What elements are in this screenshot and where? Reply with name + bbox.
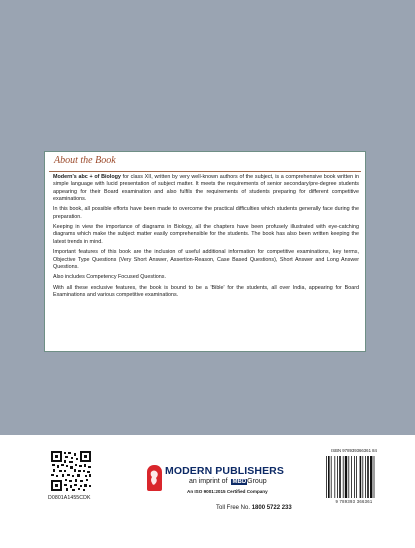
publisher-logo-icon	[147, 465, 162, 491]
qr-code	[50, 450, 92, 492]
isbn-barcode-block	[324, 448, 384, 506]
barcode-bar	[334, 456, 335, 498]
imprint-text: an imprint of	[189, 478, 228, 485]
imprint-suffix: Group	[247, 478, 267, 485]
toll-free-number: 1800 5722 233	[251, 505, 292, 511]
qr-code-graphic	[50, 450, 92, 492]
qr-code-id: D0801A1455CDK	[48, 495, 91, 501]
barcode-bar	[365, 456, 366, 498]
publisher-block	[147, 465, 297, 515]
barcode-bar	[343, 456, 344, 498]
about-paragraph-4: Important features of this book are the inclusion of useful additional information for competitive examinations, key terms, Objective Type Questions (Very Short Answer, Assertion-Reason, Case Based Questions), Short Answer and Long Answer Questions.	[53, 249, 359, 270]
barcode-bar	[345, 456, 347, 498]
about-title: About the Book	[54, 155, 116, 166]
about-paragraph-3: Keeping in view the importance of diagrams in Biology, all the chapters have been profusely illustrated with eye-catching diagrams which make the subject matter easily comprehensible for the students. The book has also been written keeping the latest trends in mind.	[53, 224, 359, 245]
barcode-bar	[354, 456, 355, 498]
mbd-logo: MBD	[232, 479, 247, 485]
barcode-bar	[370, 456, 372, 498]
about-body	[53, 174, 359, 303]
about-paragraph-5: Also includes Competency Focused Questions.	[53, 274, 166, 281]
toll-free	[216, 505, 292, 511]
about-paragraph-2: In this book, all possible efforts have been made to overcome the practical difficulties which students generally face during the preparation.	[53, 206, 359, 220]
about-the-book-box	[44, 151, 366, 352]
about-paragraph-6: With all these exclusive features, the book is bound to be a 'Bible' for the students, all over India, appearing for Board Examinations and various competitive examinations.	[53, 284, 359, 299]
isbn-digits: 9 789393 366361	[335, 499, 373, 504]
barcode-bar	[328, 456, 330, 498]
publisher-name: MODERN PUBLISHERS	[165, 465, 284, 477]
barcode-bar	[351, 456, 352, 498]
barcode-bar	[337, 456, 338, 498]
barcode-bar	[331, 456, 332, 498]
barcode-bar	[367, 456, 369, 498]
barcode-bar	[360, 456, 362, 498]
about-header	[49, 155, 361, 172]
iso-certification: An ISO 9001:2015 Certified Company	[187, 489, 268, 494]
barcode-bar	[362, 456, 363, 498]
barcode-bar	[348, 456, 349, 498]
about-paragraph-1	[53, 174, 359, 203]
about-paragraph-1-text: for class XII, written by very well-known authors of the subject, is a comprehensive book written in simple language with lucid presentation of subject matter. It meets the requirements of senior secondary/pre-degree students appearing for their Board examination and also fulfils the requirements of students preparing for different competitive examinations.	[53, 174, 359, 202]
barcode-bar	[339, 456, 341, 498]
publisher-imprint	[189, 478, 267, 485]
book-name: Modern's abc + of Biology	[53, 174, 121, 180]
barcode-bar	[326, 456, 327, 498]
barcode-bar	[374, 456, 375, 498]
barcode-bar	[356, 456, 357, 498]
toll-free-label: Toll Free No.	[216, 505, 251, 511]
isbn-label: ISBN 978939366361 84	[331, 448, 377, 453]
barcode-graphic	[325, 456, 383, 498]
